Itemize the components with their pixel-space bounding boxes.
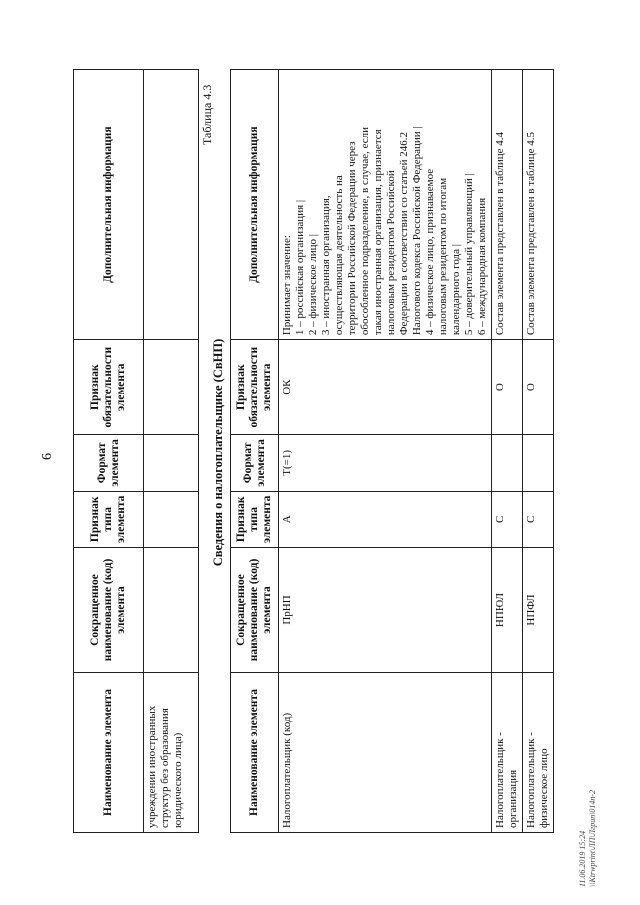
table-row <box>279 70 492 833</box>
t1-header-code: Сокращенное наименование (код) элемента <box>74 548 144 673</box>
info-line: Принимает значение: <box>281 235 293 336</box>
t2-header-name: Наименование элемента <box>231 673 279 833</box>
row-name: Налогоплательщик (код) <box>279 673 492 833</box>
t2-header-code: Сокращенное наименование (код) элемента <box>231 548 279 673</box>
t1-header-type: Признак типа элемента <box>74 491 144 547</box>
t1-cell-name: учреждении иностранных структур без образования юридического лица) <box>144 673 199 833</box>
row-type: А <box>279 491 492 547</box>
row-code: НПФЛ <box>523 548 554 673</box>
t1-cell-required <box>144 340 199 435</box>
footer-path: \\Ktrwprint\ЛП\Лгрип\014n-2 <box>588 789 597 887</box>
t1-cell-type <box>144 491 199 547</box>
taxpayer-table <box>230 69 554 833</box>
row-name: Налогоплательщик - организация <box>492 673 523 833</box>
info-line: такая иностранная организация, признается <box>372 129 384 336</box>
table-label: Таблица 4.3 <box>200 84 214 145</box>
info-line: территории Российской Федерации через <box>346 141 358 336</box>
t2-header-format: Формат элемента <box>231 435 279 491</box>
info-line: 4 – физическое лицо, признаваемое <box>424 168 436 336</box>
info-line: налоговым резидентом Российской <box>385 170 397 336</box>
info-line: Налогового кодекса Российской Федерации | <box>411 126 423 336</box>
table-row <box>492 70 523 833</box>
row-info: Состав элемента представлен в таблице 4.4 <box>492 70 523 340</box>
t1-header-required: Признак обязательности элемента <box>74 340 144 435</box>
t1-cell-info <box>144 70 199 340</box>
row-code: НПЮЛ <box>492 548 523 673</box>
row-type: С <box>523 491 554 547</box>
row-format <box>523 435 554 491</box>
table-caption: Сведения о налогоплательщике (СвНП) <box>211 338 225 567</box>
row-format <box>492 435 523 491</box>
info-line: 3 – иностранная организация, <box>320 195 332 336</box>
row-code: ПрНП <box>279 548 492 673</box>
footer-timestamp: 11.06.2019 15:24 <box>578 830 587 887</box>
info-line: 5 – доверительный управляющий | <box>463 173 475 336</box>
print-footer <box>578 790 598 887</box>
row-type: С <box>492 491 523 547</box>
t1-cell-format <box>144 435 199 491</box>
row-required: ОК <box>279 340 492 435</box>
info-line: 2 – физическое лицо | <box>307 234 319 336</box>
info-line: 1 – российская организация | <box>294 199 306 336</box>
info-line: календарного года | <box>450 244 462 336</box>
info-line: обособленное подразделение, в случае, если <box>359 126 371 336</box>
row-info <box>279 70 492 340</box>
table-row <box>144 70 199 833</box>
t1-header-info: Дополнительная информация <box>74 70 144 340</box>
t1-cell-code <box>144 548 199 673</box>
info-line: налоговым резидентом по итогам <box>437 177 449 336</box>
t1-header-name: Наименование элемента <box>74 673 144 833</box>
t2-header-info: Дополнительная информация <box>231 70 279 340</box>
t2-header-required: Признак обязательности элемента <box>231 340 279 435</box>
row-required: О <box>492 340 523 435</box>
row-required: О <box>523 340 554 435</box>
info-line: осуществляющая деятельность на <box>333 175 345 336</box>
info-line: Федерации в соответствии со статьей 246.2 <box>398 131 410 336</box>
t1-header-format: Формат элемента <box>74 435 144 491</box>
info-line: 6 – международная компания <box>476 197 488 336</box>
continuation-table <box>73 69 199 833</box>
page-number: 6 <box>40 453 55 460</box>
row-format: Т(=1) <box>279 435 492 491</box>
t2-header-type: Признак типа элемента <box>231 491 279 547</box>
table-row <box>523 70 554 833</box>
row-info: Состав элемента представлен в таблице 4.5 <box>523 70 554 340</box>
row-name: Налогоплательщик - физическое лицо <box>523 673 554 833</box>
